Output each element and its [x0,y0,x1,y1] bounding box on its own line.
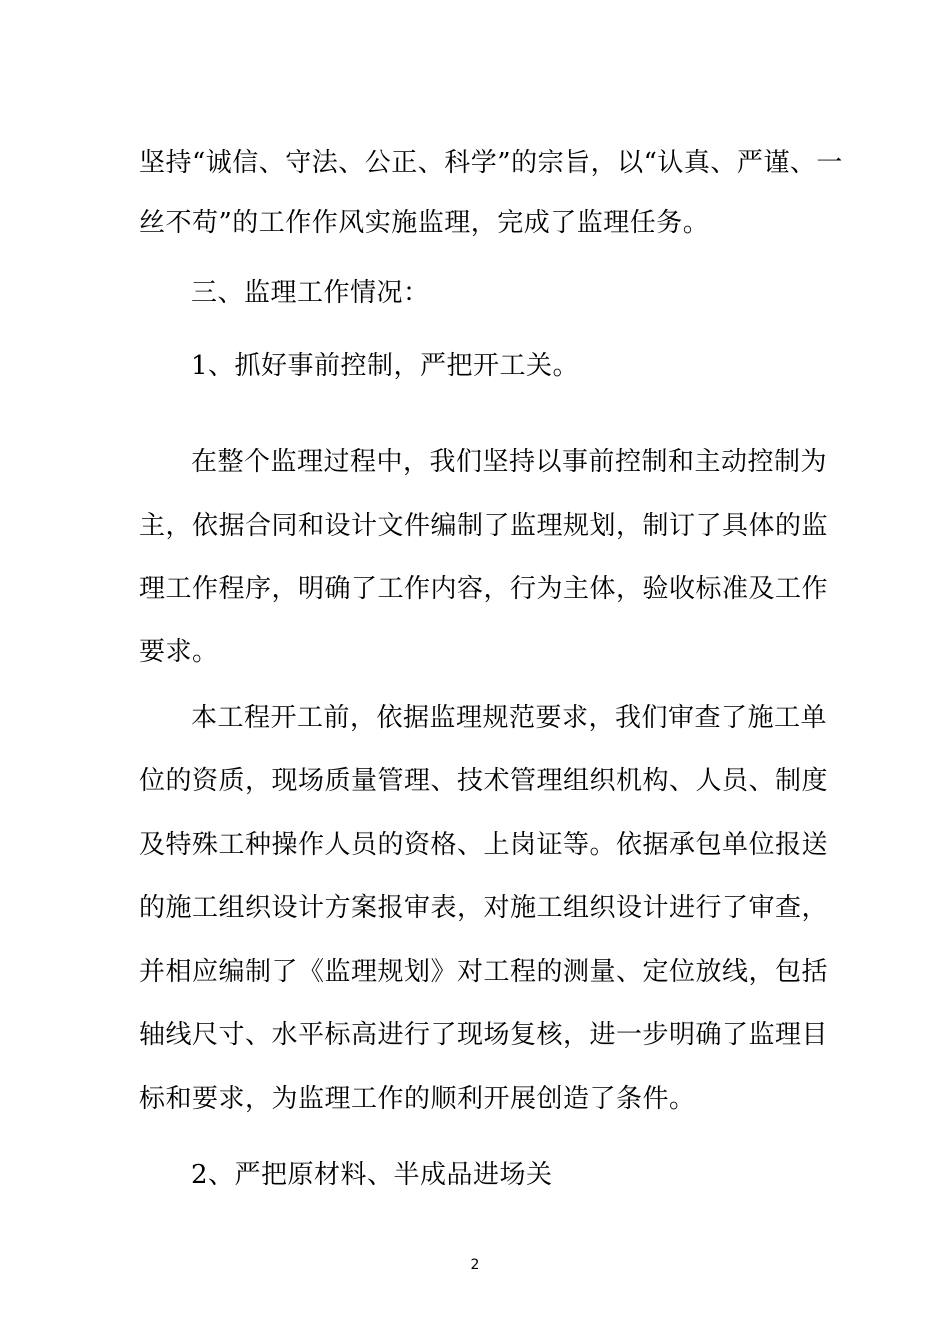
paragraph-line: 位的资质，现场质量管理、技术管理组织机构、人员、制度 [139,766,829,796]
paragraph-line: 及特殊工种操作人员的资格、上岗证等。依据承包单位报送 [139,830,829,860]
paragraph-line: 丝不苟”的工作作风实施监理，完成了监理任务。 [139,208,710,238]
paragraph-line: 理工作程序，明确了工作内容，行为主体，验收标准及工作 [139,574,829,604]
page-number: 2 [470,1257,480,1273]
paragraph-line: 轴线尺寸、水平标高进行了现场复核，进一步明确了监理目 [139,1020,829,1050]
paragraph-line: 要求。 [139,637,219,667]
paragraph-line: 标和要求，为监理工作的顺利开展创造了条件。 [139,1084,696,1114]
subsection-heading: 1、抓好事前控制，严把开工关。 [191,351,580,381]
paragraph-line: 并相应编制了《监理规划》对工程的测量、定位放线，包括 [139,957,829,987]
paragraph-line: 主，依据合同和设计文件编制了监理规划，制订了具体的监 [139,511,829,541]
paragraph-line: 坚持“诚信、守法、公正、科学”的宗旨，以“认真、严谨、一 [139,148,843,178]
section-heading: 三、监理工作情况： [191,278,430,308]
subsection-heading: 2、严把原材料、半成品进场关 [191,1160,553,1190]
paragraph-line: 在整个监理过程中，我们坚持以事前控制和主动控制为 [191,447,828,477]
paragraph-line: 本工程开工前，依据监理规范要求，我们审查了施工单 [191,703,828,733]
paragraph-line: 的施工组织设计方案报审表，对施工组织设计进行了审查， [139,893,829,923]
